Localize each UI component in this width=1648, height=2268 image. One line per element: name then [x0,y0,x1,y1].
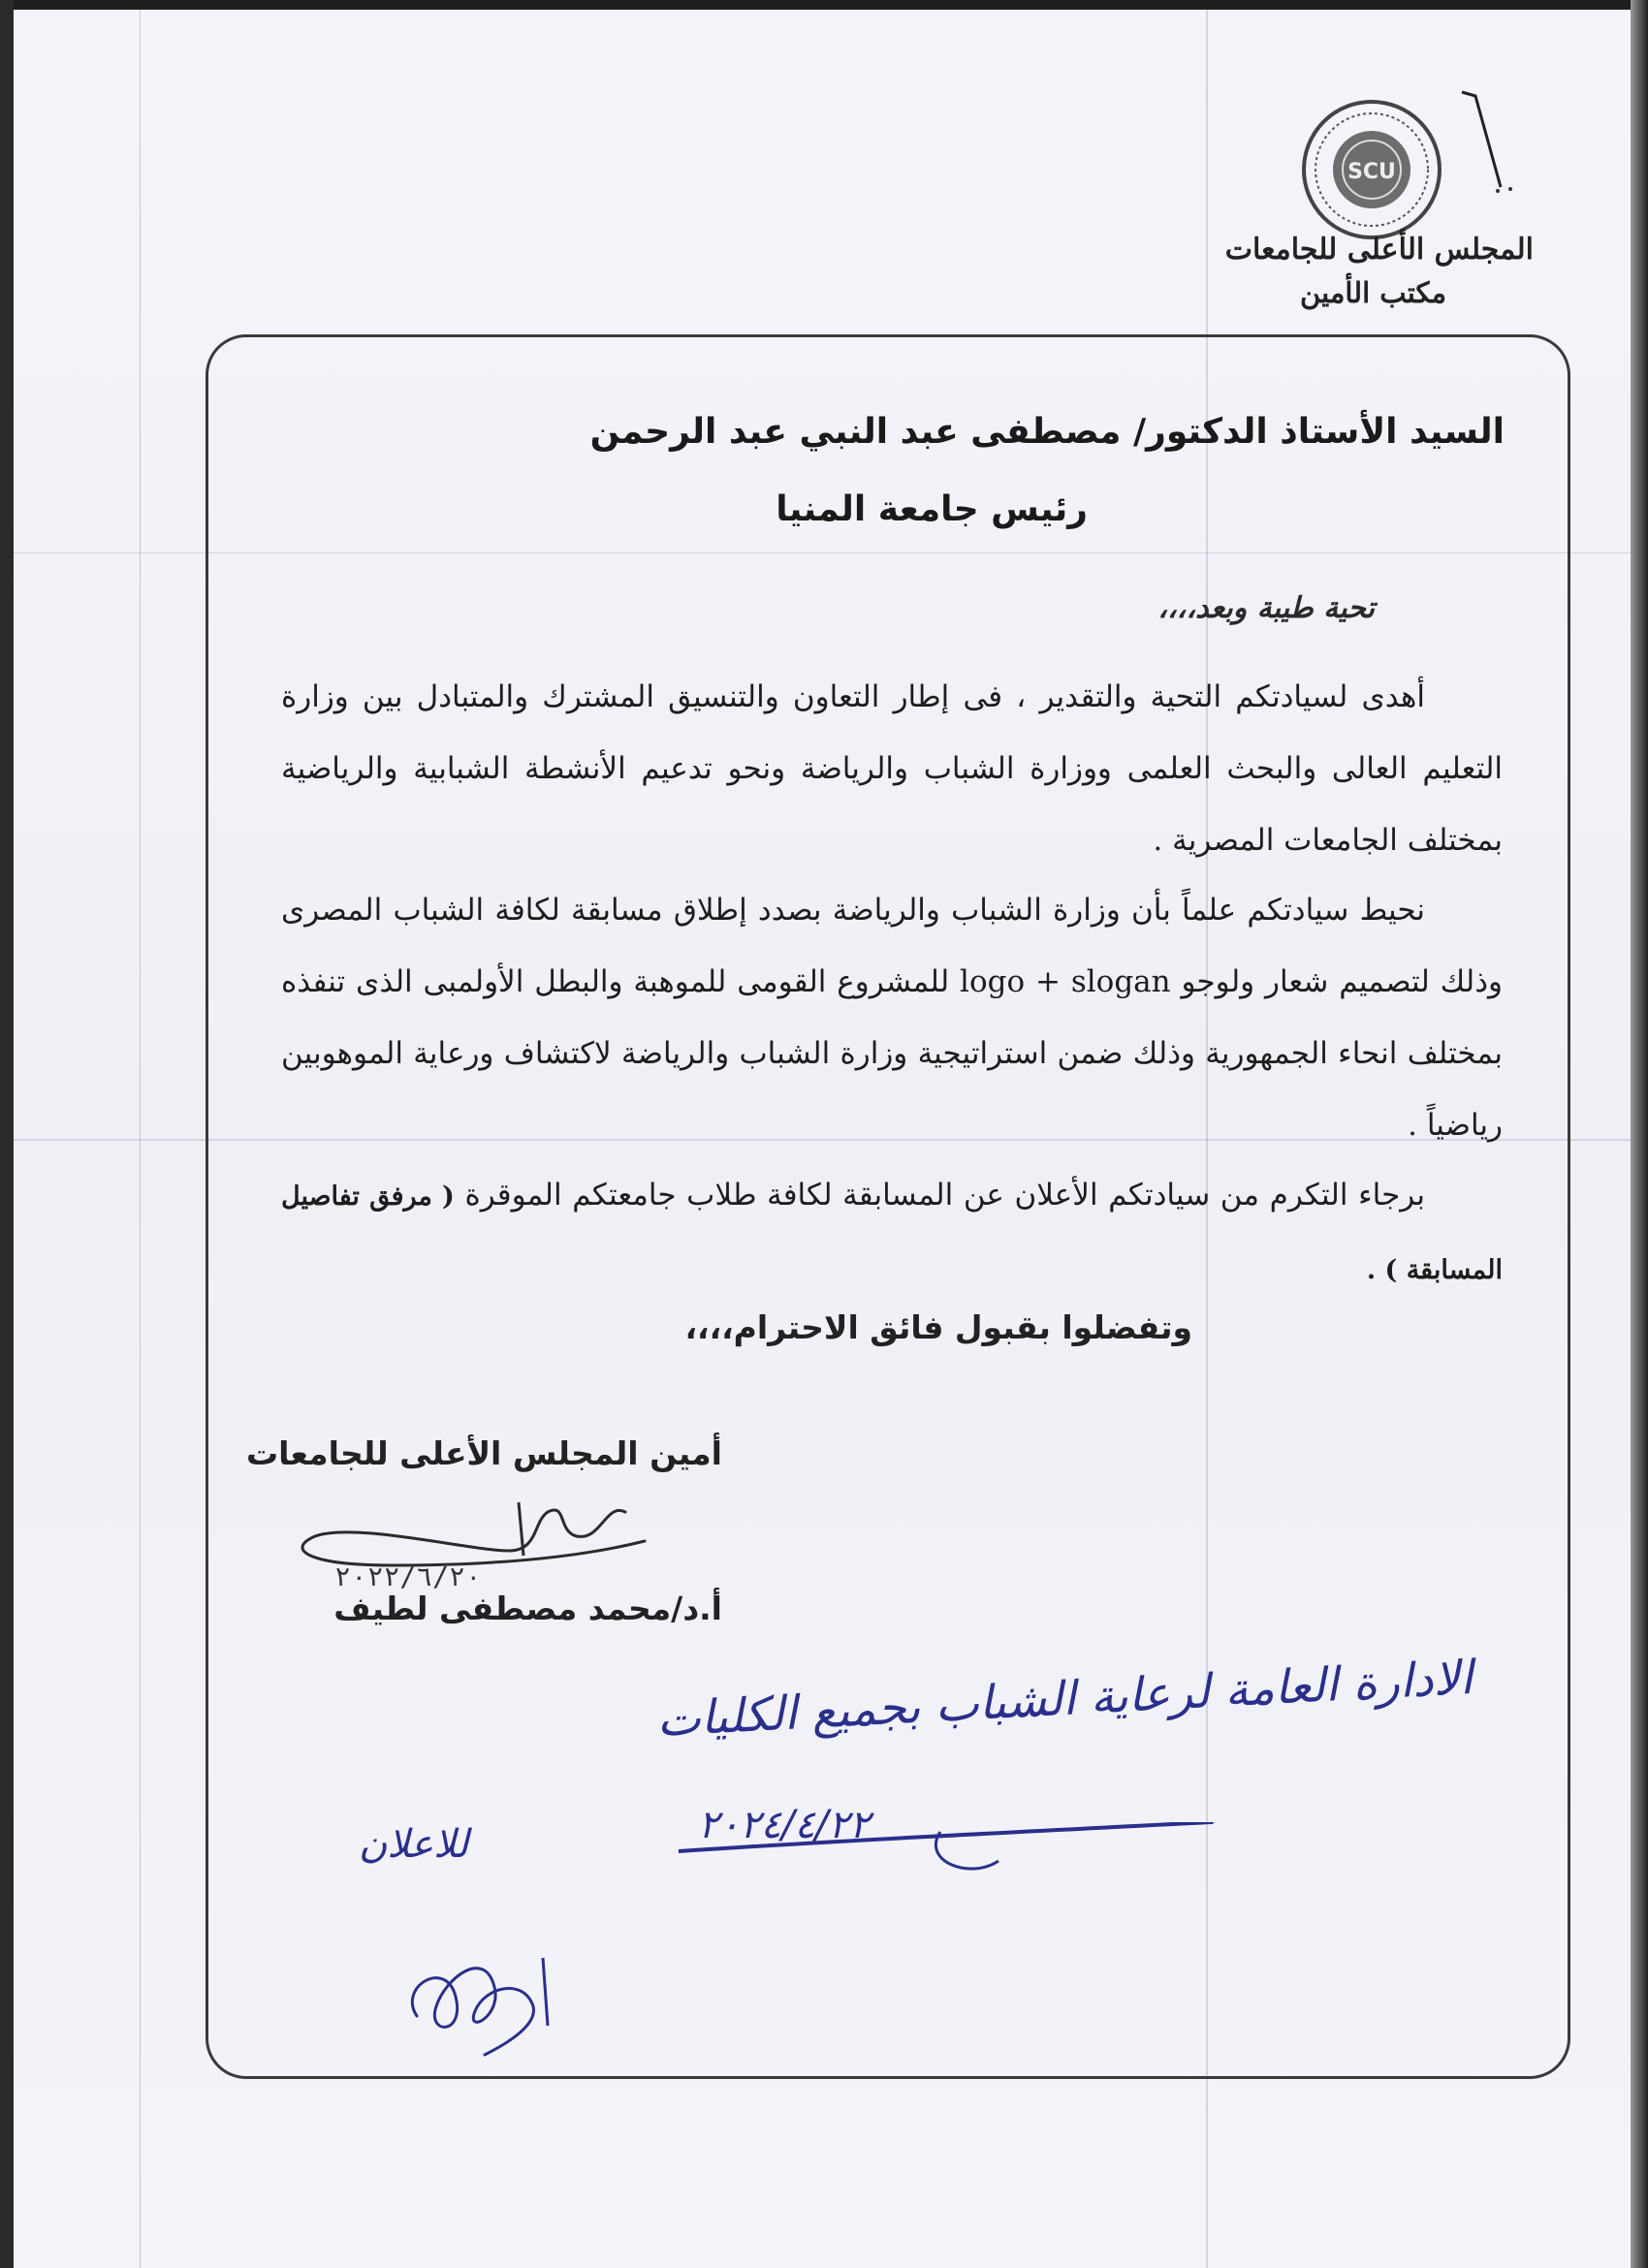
annotation-date: ٢٠٢٤/٤/٢٢ [698,1803,871,1847]
pen-mark-icon [1454,82,1522,199]
handwritten-annotation: الادارة العامة لرعاية الشباب بجميع الكليات [655,1650,1474,1748]
paragraph-2 [281,874,1503,1161]
scan-edge-left [0,0,14,2268]
paragraph-2-text: نحيط سيادتكم علماً بأن وزارة الشباب والرياضة بصدد إطلاق مسابقة لكافة الشباب المصرى وذلك لتصميم شعار ولوجو logo + slogan للمشروع القومى للموهبة والبطل الأولمبى الذى تنفذه بمختلف انحاء الجمهورية وذلك ضمن استراتيجية وزارة الشباب والرياضة لاكتشاف ورعاية الموهوبين رياضياً . [281,893,1504,1143]
office-name: مكتب الأمين [1300,276,1446,309]
paragraph-1 [281,661,1503,876]
ad-note: للاعلان [359,1822,469,1867]
signatory-name: أ.د/محمد مصطفى لطيف [333,1590,722,1627]
signatory-title: أمين المجلس الأعلى للجامعات [245,1434,722,1472]
underline-stroke [679,1822,1221,1900]
scan-edge-top [0,0,1648,10]
signature-date: ٢٠٢٢/٦/٢٠ [334,1560,482,1592]
seal-text: SCU [1347,160,1396,184]
closing: وتفضلوا بقبول فائق الاحترام،،،، [684,1308,1192,1346]
initials-signature-icon [388,1919,562,2064]
greeting: تحية طيبة وبعد،،،، [1157,591,1375,625]
addressee-title: رئيس جامعة المنيا [776,489,1088,529]
organization-name: المجلس الأعلى للجامعات [1224,233,1534,267]
addressee: السيد الأستاذ الدكتور/ مصطفى عبد النبي عبد الرحمن [589,412,1505,452]
paragraph-1-text: أهدى لسيادتكم التحية والتقدير ، فى إطار التعاون والتنسيق المشترك والمتبادل بين وزارة التعليم العالى والبحث العلمى ووزارة الشباب والرياضة ونحو تدعيم الأنشطة الشبابية والرياضية بمختلف الجامعات المصرية . [281,679,1503,858]
paragraph-3-text: برجاء التكرم من سيادتكم الأعلان عن المسابقة لكافة طلاب جامعتكم الموقرة [464,1178,1425,1213]
attachment-note: ( مرفق تفاصيل المسابقة ) . [281,1181,1503,1285]
scan-edge-right [1631,0,1648,2268]
paragraph-3 [281,1159,1503,1307]
council-seal-icon [1299,97,1444,242]
letterhead [1225,233,1534,309]
